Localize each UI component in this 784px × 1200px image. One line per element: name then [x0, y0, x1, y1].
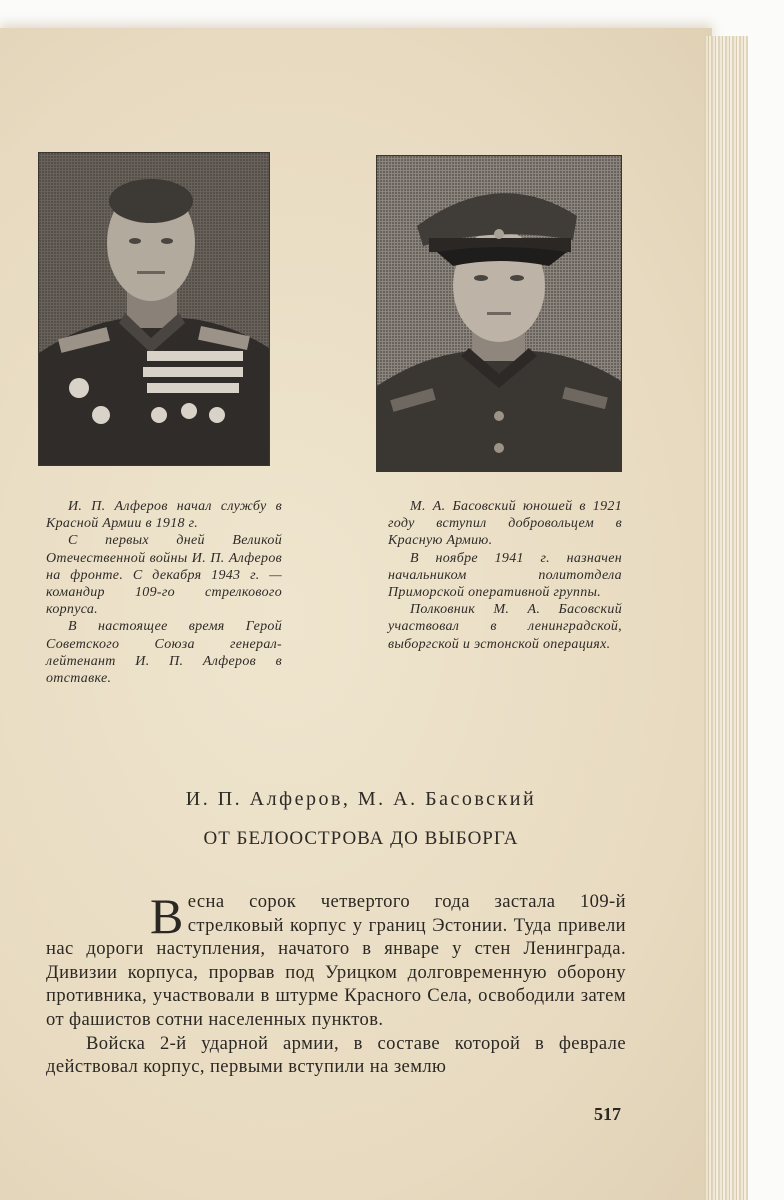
portrait-alferov: [38, 152, 270, 466]
body-paragraph-1-text: есна сорок четвертого года застала 109-й стрелковый корпус у границ Эстонии. Туда привели нас дороги наступления, начатого в январе у стен Ленинграда. Дивизии корпуса, прорвав под Урицком долговременную оборону противника, участвовали в штурме Красного Села, освободили затем от фашистов сотни населенных пунктов.: [46, 891, 626, 1030]
body-paragraph-1: [46, 890, 626, 1032]
drop-cap: В: [150, 888, 184, 944]
caption-paragraph: И. П. Алферов начал службу в Красной Армии в 1918 г.: [46, 499, 282, 532]
page-edges: [704, 36, 748, 1200]
caption-paragraph: В ноябре 1941 г. назначен начальником политотдела Приморской оперативной группы.: [388, 550, 622, 601]
portrait-basovsky: [376, 155, 622, 472]
chapter-authors: И. П. Алферов, М. А. Басовский: [185, 788, 537, 810]
caption-paragraph: В настоящее время Герой Советского Союза генерал-лейтенант И. П. Алферов в отставке.: [46, 619, 282, 687]
body-paragraph-2: Войска 2-й ударной армии, в составе которой в феврале действовал корпус, первыми вступили на землю: [46, 1032, 626, 1078]
chapter-body: [46, 890, 626, 1079]
caption-basovsky: [388, 498, 622, 653]
book-page: [0, 28, 712, 1200]
chapter-title: ОТ БЕЛООСТРОВА ДО ВЫБОРГА: [203, 828, 519, 849]
caption-paragraph: С первых дней Великой Отечественной войны И. П. Алферов на фронте. С декабря 1943 г. — командир 109-го стрелкового корпуса.: [46, 533, 282, 618]
page-number: 517: [594, 1104, 621, 1124]
caption-alferov: [46, 498, 282, 687]
caption-paragraph: Полковник М. А. Басовский участвовал в ленинградской, выборгской и эстонской операциях.: [388, 602, 622, 652]
caption-paragraph: М. А. Басовский юношей в 1921 году вступил добровольцем в Красную Армию.: [388, 499, 622, 549]
